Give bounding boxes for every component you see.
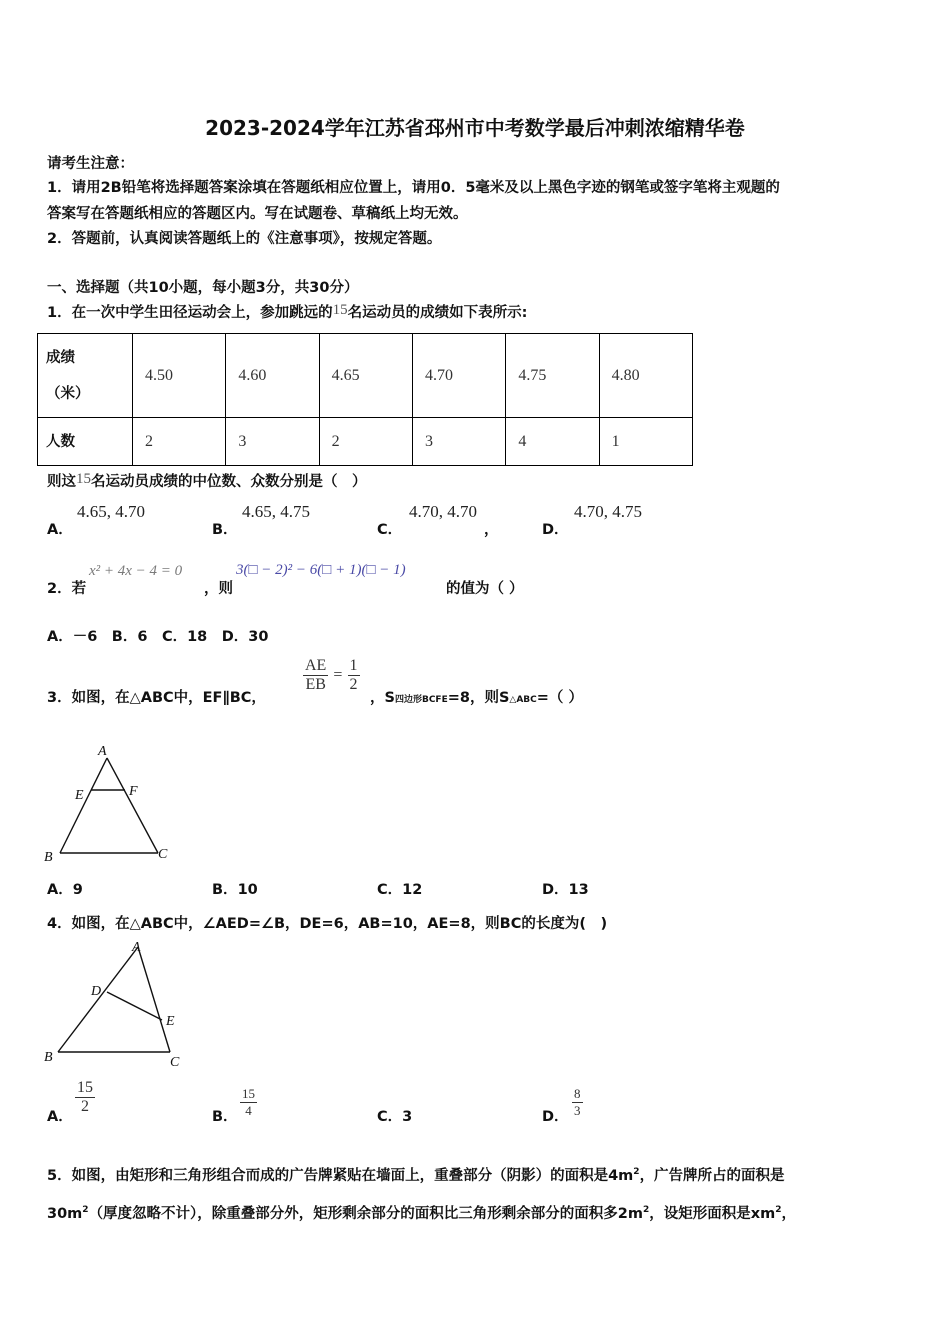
q4-triangle-figure [40, 935, 200, 1075]
vertex-label-b: B [44, 1050, 53, 1065]
q1-option-c-comma: ， [484, 522, 499, 538]
q3-option-d[interactable] [542, 878, 589, 899]
q5-sup: 2 [82, 1205, 89, 1216]
q3-option-a-label: A． [47, 882, 73, 898]
q1-after-a: 则这 [47, 474, 76, 490]
q1-option-d-label[interactable]: D． [542, 522, 569, 538]
vertex-label-a: A [98, 744, 107, 759]
q2-expression: 3(□ − 2)² − 6(□ + 1)(□ − 1) [236, 562, 406, 578]
q4-option-a-label[interactable]: A． [47, 1109, 73, 1125]
q1-after-number: 15 [76, 471, 91, 487]
q5-line-1 [47, 1164, 785, 1185]
notice-heading: 请考生注意： [47, 156, 134, 172]
score-cell: 4.70 [412, 334, 505, 418]
q3-option-d-value: 13 [568, 882, 589, 898]
q3-stem-c: =8，则S [447, 690, 510, 706]
count-cell: 2 [133, 418, 226, 466]
q3-stem-d: =（ ） [536, 690, 583, 706]
vertex-label-b: B [44, 850, 53, 864]
fraction-15-4 [240, 1086, 257, 1119]
q1-option-d-value: 4.70, 4.75 [574, 502, 642, 521]
q3-option-a-value: 9 [72, 882, 83, 898]
table-header-score-a: 成绩 [46, 349, 75, 366]
fraction-ae-eb [303, 657, 328, 694]
q3-triangle-figure [40, 738, 180, 864]
vertex-label-a: A [132, 940, 141, 955]
q3-option-b[interactable] [212, 878, 258, 899]
q4-option-b-label[interactable]: B． [212, 1109, 238, 1125]
score-cell: 4.50 [133, 334, 226, 418]
notice-line-1b: 答案写在答题纸相应的答题区内。写在试题卷、草稿纸上均无效。 [47, 206, 468, 222]
q4-stem: 4．如图，在△ABC中，∠AED=∠B，DE=6，AB=10，AE=8，则BC的长度为( ) [47, 916, 608, 932]
q5-sup: 2 [775, 1205, 782, 1216]
q4-option-c-value: 3 [402, 1109, 413, 1125]
fraction-numerator: 1 [349, 657, 358, 674]
q2-suffix: 的值为（ ） [446, 581, 524, 597]
q5-line1-a: 5．如图，由矩形和三角形组合而成的广告牌紧贴在墙面上，重叠部分（阴影）的面积是4m [47, 1168, 634, 1184]
q1-after-b: 名运动员成绩的中位数、众数分别是（ ） [91, 474, 367, 490]
q2-mid: ，则 [204, 581, 233, 597]
q5-line1-b: ，广告牌所占的面积是 [639, 1168, 785, 1184]
q1-option-c-value: 4.70, 4.70 [409, 502, 477, 521]
q3-option-b-value: 10 [237, 882, 258, 898]
score-cell: 4.60 [226, 334, 319, 418]
section-heading: 一、选择题（共10小题，每小题3分，共30分） [47, 280, 359, 296]
count-cell: 4 [506, 418, 599, 466]
q3-stem-b: ，S [370, 690, 395, 706]
count-cell: 3 [412, 418, 505, 466]
vertex-label-c: C [170, 1055, 180, 1070]
q5-line2-d: ， [781, 1206, 797, 1222]
notice-line-1: 1．请用2B铅笔将选择题答案涂填在答题纸相应位置上，请用0．5毫米及以上黑色字迹的钢笔或签字笔将主观题的 [47, 180, 780, 196]
fraction-one-half [348, 657, 360, 694]
count-cell: 1 [599, 418, 692, 466]
q3-stem-a: 3．如图，在△ABC中，EF∥BC， [47, 690, 266, 706]
fraction-denominator: 2 [349, 676, 358, 693]
fraction-denominator: EB [305, 676, 326, 693]
q1-option-c-label[interactable]: C． [377, 522, 403, 538]
count-cell: 2 [319, 418, 412, 466]
table-header-score-b: （米） [46, 385, 90, 402]
q1-option-a-value: 4.65, 4.70 [77, 502, 145, 521]
q1-stem-b: 名运动员的成绩如下表所示: [347, 305, 528, 321]
side-ab [60, 758, 107, 853]
table-row-counts [38, 418, 693, 466]
vertex-label-e: E [75, 788, 84, 803]
q3-option-c-label: C． [377, 882, 403, 898]
q2-equation: x² + 4x − 4 = 0 [89, 563, 183, 579]
q1-number: 15 [332, 302, 348, 318]
fraction-numerator: 15 [77, 1079, 93, 1096]
score-table [37, 333, 693, 466]
side-ac [107, 758, 158, 853]
score-cell: 4.65 [319, 334, 412, 418]
score-cell: 4.75 [506, 334, 599, 418]
q3-ratio-fraction [303, 657, 360, 694]
table-header-count: 人数 [38, 418, 133, 466]
q4-option-d-value [572, 1086, 583, 1119]
q5-line2-b: （厚度忽略不计），除重叠部分外，矩形剩余部分的面积比三角形剩余部分的面积多2m [88, 1206, 644, 1222]
fraction-denominator: 2 [81, 1098, 89, 1115]
q4-option-c-label: C． [377, 1109, 403, 1125]
vertex-label-d: D [91, 984, 102, 999]
q4-option-b-value [240, 1086, 257, 1119]
q5-line-2 [47, 1202, 796, 1223]
q5-line2-a: 30m [47, 1206, 83, 1222]
vertex-label-f: F [129, 784, 138, 799]
fraction-15-2 [75, 1079, 95, 1116]
q5-line2-c: ，设矩形面积是xm [649, 1206, 776, 1222]
q3-option-b-label: B． [212, 882, 238, 898]
score-cell: 4.80 [599, 334, 692, 418]
q1-option-a-label[interactable]: A． [47, 522, 73, 538]
q2-prefix: 2．若 [47, 581, 87, 597]
q4-option-d-label[interactable]: D． [542, 1109, 569, 1125]
count-cell: 3 [226, 418, 319, 466]
q3-sub-quad: 四边形BCFE [394, 695, 448, 705]
q3-option-c-value: 12 [402, 882, 423, 898]
page-title: 2023-2024学年江苏省邳州市中考数学最后冲刺浓缩精华卷 [205, 116, 745, 140]
q1-stem [47, 301, 527, 322]
fraction-numerator: AE [305, 657, 327, 674]
q1-option-b-value: 4.65, 4.75 [242, 502, 310, 521]
q4-option-c[interactable] [377, 1105, 412, 1126]
equals-sign: = [333, 666, 343, 684]
vertex-label-c: C [158, 847, 168, 862]
q3-option-c[interactable] [377, 878, 422, 899]
notice-line-2: 2．答题前，认真阅读答题纸上的《注意事项》，按规定答题。 [47, 231, 442, 247]
segment-de [107, 992, 162, 1020]
q2-options: A．－6 B．6 C．18 D．30 [47, 629, 269, 645]
q5-sup: 2 [643, 1205, 650, 1216]
table-header-score [38, 334, 133, 418]
q3-option-a[interactable] [47, 878, 83, 899]
fraction-denominator: 4 [245, 1103, 252, 1118]
side-ac [138, 947, 170, 1052]
q3-option-d-label: D． [542, 882, 569, 898]
q3-sub-triangle: △ABC [509, 695, 537, 705]
q5-sup: 2 [633, 1167, 640, 1178]
q4-option-a-value [75, 1079, 95, 1116]
q3-stem-rest [370, 686, 583, 707]
fraction-8-3 [572, 1086, 583, 1119]
table-row-scores [38, 334, 693, 418]
fraction-denominator: 3 [574, 1103, 581, 1118]
vertex-label-e: E [166, 1014, 175, 1029]
q1-question [47, 470, 367, 491]
fraction-numerator: 8 [574, 1086, 581, 1101]
q1-option-b-label[interactable]: B． [212, 522, 238, 538]
q1-stem-a: 1．在一次中学生田径运动会上，参加跳远的 [47, 305, 333, 321]
side-ab [58, 947, 138, 1052]
fraction-numerator: 15 [242, 1086, 255, 1101]
